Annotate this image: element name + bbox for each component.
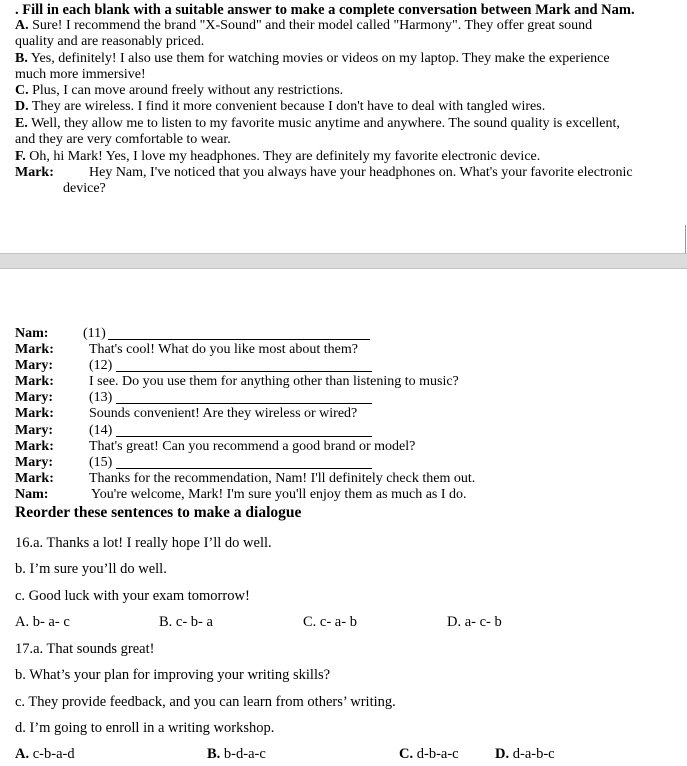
- choice-letter: C.: [399, 746, 414, 762]
- q17-choice-a[interactable]: [15, 746, 75, 762]
- q17-choice-d[interactable]: [495, 746, 555, 762]
- option-letter: A.: [15, 18, 29, 33]
- dialogue-speaker: Nam:: [15, 487, 49, 502]
- q17-choice-c[interactable]: [399, 746, 459, 762]
- dialogue-text: I see. Do you use them for anything other than listening to music?: [89, 374, 459, 389]
- option-e-cont: and they are very comfortable to wear.: [15, 132, 231, 147]
- blank-label-15: (15): [89, 455, 113, 470]
- dialogue-speaker: Mark:: [15, 406, 54, 421]
- q17-line-c: c. They provide feedback, and you can learn from others’ writing.: [15, 694, 396, 710]
- blank-line-13[interactable]: [116, 403, 372, 404]
- q16-choice-c[interactable]: C. c- a- b: [303, 614, 357, 630]
- q17-line-b: b. What’s your plan for improving your writing skills?: [15, 667, 331, 683]
- blank-line-14[interactable]: [116, 436, 372, 437]
- q16-line-b: b. I’m sure you’ll do well.: [15, 561, 167, 577]
- blank-line-11[interactable]: [108, 339, 370, 340]
- dialogue-speaker: Nam:: [15, 326, 49, 341]
- opening-text-cont: device?: [63, 181, 106, 196]
- dialogue-speaker: Mark:: [15, 439, 54, 454]
- choice-text: b-d-a-c: [223, 746, 266, 762]
- blank-label-11: (11): [83, 326, 106, 341]
- page-separator: [0, 253, 687, 269]
- dialogue-speaker: Mary:: [15, 390, 54, 405]
- opening-text: Hey Nam, I've noticed that you always have your headphones on. What's your favorite electronic: [89, 165, 633, 180]
- option-e: [15, 116, 620, 132]
- blank-label-13: (13): [89, 390, 113, 405]
- dialogue-speaker: Mary:: [15, 455, 54, 470]
- opening-speaker: Mark:: [15, 165, 54, 180]
- option-text: Oh, hi Mark! Yes, I love my headphones. They are definitely my favorite electronic device.: [25, 149, 541, 164]
- dialogue-speaker: Mark:: [15, 471, 54, 486]
- blank-line-12[interactable]: [116, 371, 372, 372]
- option-letter: E.: [15, 116, 28, 131]
- q16-choice-b[interactable]: B. c- b- a: [159, 614, 213, 630]
- q17-line-a: 17.a. That sounds great!: [15, 641, 155, 657]
- section1-title: . Fill in each blank with a suitable answer to make a complete conversation between Mark and Nam.: [15, 2, 635, 18]
- dialogue-speaker: Mary:: [15, 423, 54, 438]
- section2-title: Reorder these sentences to make a dialogue: [15, 504, 302, 521]
- choice-text: d-b-a-c: [416, 746, 459, 762]
- option-f: [15, 149, 540, 165]
- option-letter: B.: [15, 51, 28, 66]
- option-b: [15, 51, 610, 67]
- q16-line-c: c. Good luck with your exam tomorrow!: [15, 588, 250, 604]
- option-letter: C.: [15, 83, 29, 98]
- option-a-cont: quality and are reasonably priced.: [15, 34, 205, 49]
- option-letter: D.: [15, 99, 29, 114]
- choice-text: d-a-b-c: [512, 746, 555, 762]
- option-text: Plus, I can move around freely without any restrictions.: [28, 83, 344, 98]
- dialogue-text: You're welcome, Mark! I'm sure you'll enjoy them as much as I do.: [91, 487, 467, 502]
- dialogue-text: Thanks for the recommendation, Nam! I'll definitely check them out.: [89, 471, 476, 486]
- option-b-cont: much more immersive!: [15, 67, 146, 82]
- q16-choice-a[interactable]: A. b- a- c: [15, 614, 70, 630]
- choice-letter: B.: [207, 746, 221, 762]
- dialogue-text: Sounds convenient! Are they wireless or wired?: [89, 406, 358, 421]
- blank-label-14: (14): [89, 423, 113, 438]
- q17-choice-b[interactable]: [207, 746, 266, 762]
- q16-line-a: 16.a. Thanks a lot! I really hope I’ll do well.: [15, 535, 272, 551]
- choice-text: c-b-a-d: [32, 746, 75, 762]
- option-text: Sure! I recommend the brand "X-Sound" and their model called "Harmony". They offer great sound: [28, 18, 593, 33]
- choice-letter: A.: [15, 746, 30, 762]
- dialogue-speaker: Mark:: [15, 374, 54, 389]
- dialogue-speaker: Mary:: [15, 358, 54, 373]
- option-a: [15, 18, 592, 34]
- dialogue-speaker: Mark:: [15, 342, 54, 357]
- option-c: [15, 83, 343, 99]
- page-edge: [685, 225, 686, 253]
- q17-line-d: d. I’m going to enroll in a writing workshop.: [15, 720, 275, 736]
- dialogue-text: That's cool! What do you like most about them?: [89, 342, 358, 357]
- option-text: Well, they allow me to listen to my favorite music anytime and anywhere. The sound quality is excellent,: [27, 116, 620, 131]
- option-d: [15, 99, 545, 115]
- blank-line-15[interactable]: [116, 468, 372, 469]
- option-text: They are wireless. I find it more convenient because I don't have to deal with tangled wires.: [28, 99, 546, 114]
- choice-letter: D.: [495, 746, 510, 762]
- option-letter: F.: [15, 149, 26, 164]
- option-text: Yes, definitely! I also use them for watching movies or videos on my laptop. They make the experience: [27, 51, 610, 66]
- blank-label-12: (12): [89, 358, 113, 373]
- dialogue-text: That's great! Can you recommend a good brand or model?: [89, 439, 416, 454]
- q16-choice-d[interactable]: D. a- c- b: [447, 614, 502, 630]
